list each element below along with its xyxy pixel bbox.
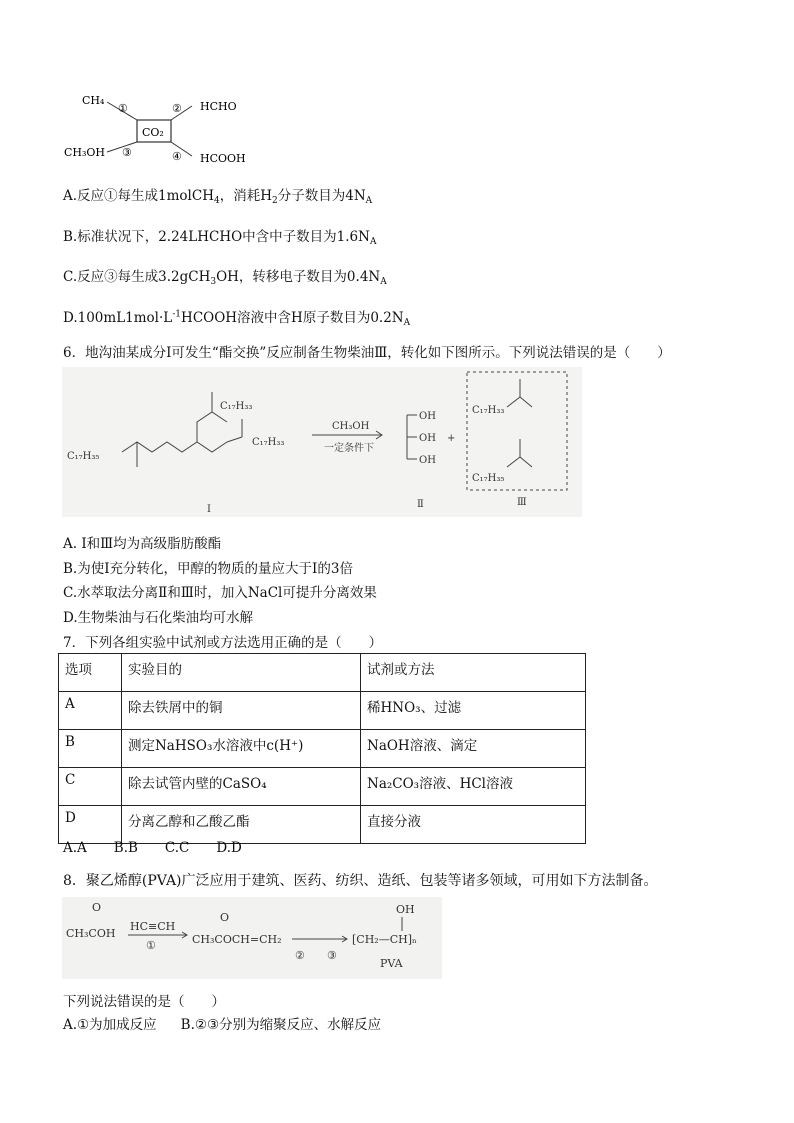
q6-option-c: C.水萃取法分离Ⅱ和Ⅲ时，加入NaCl可提升分离效果 [63, 585, 377, 601]
co2-conversion-scheme [62, 90, 252, 170]
oh-3: OH [419, 455, 436, 466]
pva-oh: OH [396, 903, 415, 916]
pva-polymer: [CH₂—CH]ₙ [352, 933, 417, 946]
step-4: ④ [172, 150, 182, 163]
step-3: ③ [122, 146, 132, 159]
label-ii: Ⅱ [417, 499, 424, 510]
oh-2: OH [419, 433, 436, 444]
q6-stem: 6．地沟油某成分Ⅰ可发生“酯交换”反应制备生物柴油Ⅲ，转化如下图所示。下列说法错误的是（ ） [63, 345, 671, 361]
product-c17h33: C₁₇H₃₃ [472, 405, 505, 416]
r-c17h35: C₁₇H₃₅ [67, 451, 100, 462]
q8-options [63, 1013, 381, 1033]
transesterification-figure [62, 367, 582, 517]
step-2: ② [172, 102, 182, 115]
q7-answers: A.A B.B C.C D.D [63, 840, 242, 856]
oh-1: OH [419, 411, 436, 422]
q7-table [58, 653, 586, 844]
r-c17h33-right: C₁₇H₃₃ [252, 437, 285, 448]
reagent-ch3oh: CH₃OH [332, 421, 370, 432]
table-cell: Na₂CO₃溶液、HCl溶液 [361, 768, 586, 806]
product-hcho: HCHO [200, 100, 237, 113]
q6-option-b: B.为使Ⅰ充分转化，甲醇的物质的量应大于Ⅰ的3倍 [63, 561, 353, 577]
q8-option-a: A.①为加成反应 [63, 1017, 157, 1033]
table-row [59, 692, 586, 730]
condition: 一定条件下 [324, 443, 374, 454]
pva-synthesis-figure [62, 897, 442, 979]
q5-option-c: C.反应③每生成3.2gCH$_3$OH，转移电子数目为$0.4N_A$ [63, 269, 387, 287]
header-goal: 实验目的 [122, 654, 361, 692]
q7-stem: 7．下列各组实验中试剂或方法选用正确的是（ ） [63, 635, 383, 651]
q6-option-d: D.生物柴油与石化柴油均可水解 [63, 610, 254, 626]
carbonyl-o-1: O [92, 901, 102, 914]
table-cell: A [59, 692, 122, 730]
table-cell: 除去铁屑中的铜 [122, 692, 361, 730]
vinyl-acetate: CH₃COCH=CH₂ [192, 933, 282, 946]
header-method: 试剂或方法 [361, 654, 586, 692]
pva-label: PVA [380, 957, 403, 970]
table-cell: B [59, 730, 122, 768]
product-ch4: CH₄ [82, 94, 105, 107]
q8-option-b: B.②③分别为缩聚反应、水解反应 [180, 1017, 382, 1033]
q5-option-b: B.标准状况下，2.24LHCHO中含中子数目为$1.6N_A$ [63, 229, 377, 247]
table-header-row [59, 654, 586, 692]
table-cell: 除去试管内壁的CaSO₄ [122, 768, 361, 806]
q6-option-a: A. Ⅰ和Ⅲ均为高级脂肪酸酯 [63, 536, 222, 552]
table-cell: D [59, 806, 122, 844]
table-cell: 测定NaHSO₃水溶液中c(H⁺) [122, 730, 361, 768]
product-c17h35: C₁₇H₃₅ [472, 473, 505, 484]
step3-label: ③ [327, 949, 337, 962]
acetic-acid: CH₃COH [66, 927, 116, 940]
q8-question: 下列说法错误的是（ ） [63, 994, 225, 1010]
step-1: ① [118, 102, 128, 115]
q8-stem: 8．聚乙烯醇(PVA)广泛应用于建筑、医药、纺织、造纸、包装等诸多领域，可用如下方法制备。 [63, 873, 658, 889]
q5-option-a: A.反应①每生成1molCH$_4$，消耗$H_2$分子数目为$4N_A$ [63, 188, 373, 206]
carbonyl-o-2: O [220, 911, 230, 924]
table-row [59, 768, 586, 806]
table-cell: 直接分液 [361, 806, 586, 844]
table-cell: C [59, 768, 122, 806]
step1-label: ① [146, 939, 156, 952]
table-cell: NaOH溶液、滴定 [361, 730, 586, 768]
product-ch3oh: CH₃OH [64, 146, 106, 159]
r-c17h33-top: C₁₇H₃₃ [220, 401, 253, 412]
product-hcooh: HCOOH [200, 152, 246, 165]
label-i: Ⅰ [207, 504, 211, 515]
step2-label: ② [295, 949, 305, 962]
plus-sign: + [447, 433, 456, 444]
header-option: 选项 [59, 654, 122, 692]
table-row [59, 730, 586, 768]
label-iii: Ⅲ [517, 497, 527, 508]
acetylene: HC≡CH [130, 920, 176, 933]
q5-option-d: $D.100mL1mol\cdot L^{-1}HCOOH$溶液中含H原子数目为$0.2N_A$ [63, 309, 411, 328]
co2-label: CO₂ [142, 126, 164, 139]
table-cell: 稀HNO₃、过滤 [361, 692, 586, 730]
table-cell: 分离乙醇和乙酸乙酯 [122, 806, 361, 844]
